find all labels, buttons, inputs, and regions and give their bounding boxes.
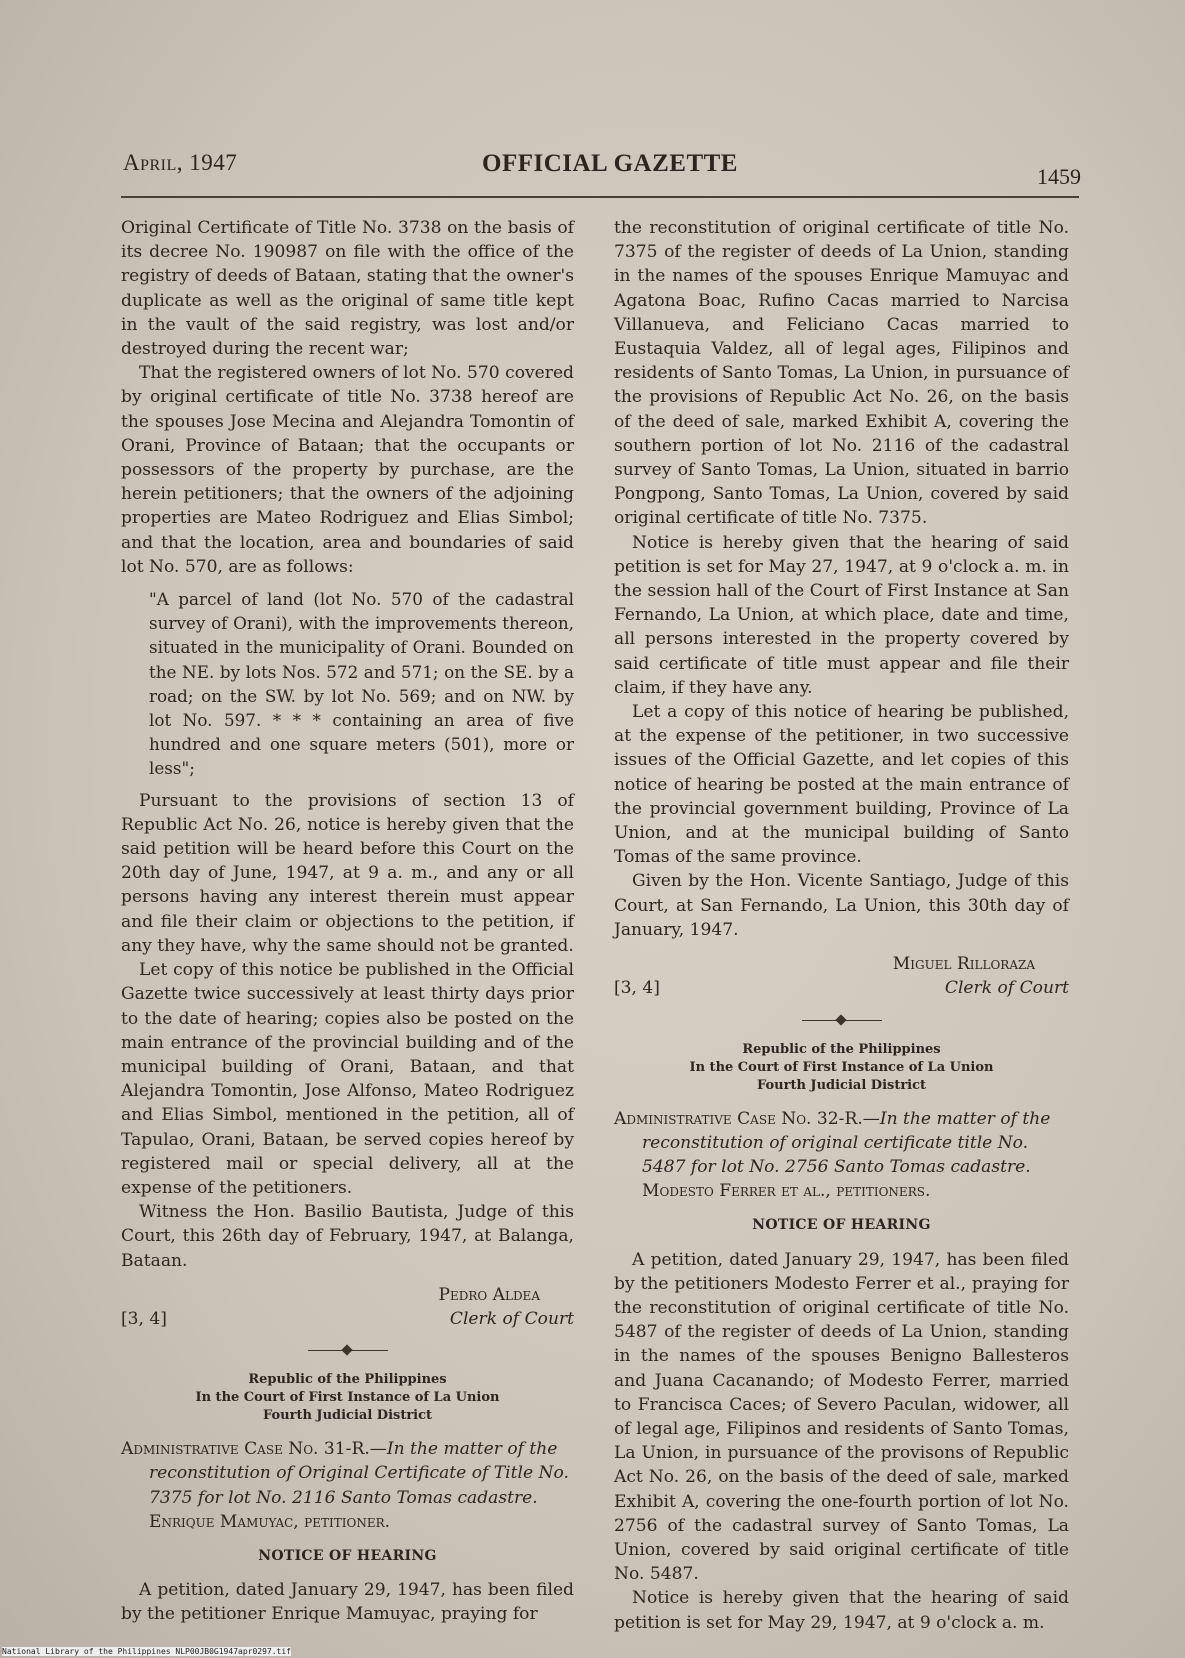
land-description-quote: "A parcel of land (lot No. 570 of the cadastral survey of Orani), with the improvements thereon, situated in the municipality of Orani. Bounded on the NE. by lots Nos. 572 and 571; on the SE. by a road; on the SW. by lot No. 569; and on NW. by lot No. 597. * * * containing an area of five hundred and one square meters (501), more or less";	[149, 589, 574, 779]
paragraph: Pursuant to the provisions of section 13 of Republic Act No. 26, notice is hereby given that the said petition will be heard before this Court on the 20th day of June, 1947, at 9 a. m., and any or all persons having any interest therein must appear and file their claim or objections to the petition, if any they have, why the same should not be granted.	[121, 790, 574, 956]
paragraph: Original Certificate of Title No. 3738 on the basis of its decree No. 190987 on file with the office of the registry of deeds of Bataan, stating that the owner's duplicate as well as the original of same title kept in the vault of the said registry, was lost and/or destroyed during the recent war;	[121, 218, 574, 360]
left-column	[121, 216, 574, 1627]
right-column	[614, 216, 1069, 1635]
paragraph: Let copy of this notice be published in the Official Gazette twice successively at least thirty days prior to the date of hearing; copies also be posted on the main entrance of the provincial building and of the municipal building of Orani, Bataan, and that Alejandra Tomontin, Jose Alfonso, Mateo Rodriguez and Elias Simbol, mentioned in the petition, all of Tapulao, Orani, Bataan, be served copies hereof by registered mail or special delivery, all at the expense of the petitioners.	[121, 960, 574, 1198]
paragraph: Given by the Hon. Vicente Santiago, Judge of this Court, at San Fernando, La Union, this 30th day of January, 1947.	[614, 871, 1069, 940]
case-petitioner: Modesto Ferrer et al., petitioners.	[642, 1181, 931, 1202]
publication-title: OFFICIAL GAZETTE	[482, 150, 738, 177]
header-rule	[121, 196, 1079, 198]
court-line: Fourth Judicial District	[262, 1408, 433, 1424]
signatory-title: Clerk of Court	[944, 978, 1069, 999]
case-number: Administrative Case No. 31-R.	[121, 1439, 370, 1460]
notice-heading: NOTICE OF HEARING	[258, 1547, 437, 1564]
case-number: Administrative Case No. 32-R.	[614, 1108, 863, 1129]
court-line: In the Court of First Instance of La Union	[195, 1390, 500, 1406]
scan-footer: National Library of the Philippines NLP00JB0G1947apr0297.tif	[2, 1647, 291, 1656]
case-caption	[614, 1107, 1069, 1204]
court-line: Republic of the Philippines	[742, 1041, 941, 1057]
court-line: In the Court of First Instance of La Union	[689, 1059, 994, 1075]
signature-line	[614, 976, 1069, 1000]
section-divider	[802, 1015, 882, 1025]
paragraph: Witness the Hon. Basilio Bautista, Judge of this Court, this 26th day of February, 1947, at Balanga, Bataan.	[121, 1202, 574, 1271]
court-line: Fourth Judicial District	[756, 1077, 927, 1093]
paragraph: A petition, dated January 29, 1947, has been filed by the petitioners Modesto Ferrer et al., praying for the reconstitution of original certificate of title No. 5487 of the register of deeds of La Union, standing in the names of the spouses Benigno Ballesteros and Juana Cacanando; of Modesto Ferrer, married to Francisca Caces; of Severo Paculan, widower, all of legal age, Filipinos and residents of Santo Tomas, La Union, in pursuance of the provisons of Republic Act No. 26, on the basis of the deed of sale, marked Exhibit A, covering the one-fourth portion of lot No. 2756 of the cadastral survey of Santo Tomas, La Union, covered by said original certificate of title No. 5487.	[614, 1249, 1069, 1585]
paragraph: the reconstitution of original certificate of title No. 7375 of the register of deeds of La Union, standing in the names of the spouses Enrique Mamuyac and Agatona Boac, Rufino Cacas married to Narcisa Villanueva, and Feliciano Cacas married to Eustaquia Valdez, all of legal ages, Filipinos and residents of Santo Tomas, La Union, in pursuance of the provisions of Republic Act No. 26, on the basis of the deed of sale, marked Exhibit A, covering the southern portion of lot No. 2116 of the cadastral survey of Santo Tomas, La Union, situated in barrio Pongpong, Santo Tomas, La Union, covered by said original certificate of title No. 7375.	[614, 218, 1069, 529]
signatory-name: Pedro Aldea	[438, 1284, 540, 1305]
paragraph: Let a copy of this notice of hearing be published, at the expense of the petitioner, in two successive issues of the Official Gazette, and let copies of this notice of hearing be posted at the main entrance of the provincial government building, Province of La Union, and at the municipal building of Santo Tomas of the same province.	[614, 702, 1069, 868]
page-number: 1459	[1037, 164, 1081, 189]
paragraph: That the registered owners of lot No. 570 covered by original certificate of title No. 3738 hereof are the spouses Jose Mecina and Alejandra Tomontin of Orani, Province of Bataan; that the occupants or possessors of the property by purchase, are the herein petitioners; that the owners of the adjoining properties are Mateo Rodriguez and Elias Simbol; and that the location, area and boundaries of said lot No. 570, are as follows:	[121, 363, 574, 577]
court-heading	[121, 1371, 574, 1425]
paragraph: Notice is hereby given that the hearing of said petition is set for May 29, 1947, at 9 o'clock a. m.	[614, 1588, 1069, 1633]
paragraph: A petition, dated January 29, 1947, has been filed by the petitioner Enrique Mamuyac, praying for	[121, 1580, 574, 1625]
signature-line	[121, 1307, 574, 1331]
issue-date: April, 1947	[123, 150, 238, 175]
court-line: Republic of the Philippines	[248, 1372, 447, 1388]
case-description: —In the matter of the reconstitution of Original Certificate of Title No. 7375 for lot No. 2116 Santo Tomas cadastre.	[149, 1439, 569, 1508]
paragraph: Notice is hereby given that the hearing of said petition is set for May 27, 1947, at 9 o'clock a. m. in the session hall of the Court of First Instance at San Fernando, La Union, at which place, date and time, all persons interested in the property covered by said certificate of title must appear and file their claim, if they have any.	[614, 532, 1069, 698]
issue-numbers: [3, 4]	[614, 978, 660, 999]
court-heading	[614, 1041, 1069, 1095]
issue-numbers: [3, 4]	[121, 1308, 167, 1329]
signatory-name: Miguel Rilloraza	[892, 954, 1035, 975]
case-description: —In the matter of the reconstitution of original certificate title No. 5487 for lot No. 2756 Santo Tomas cadastre.	[642, 1108, 1051, 1177]
section-divider	[308, 1345, 388, 1355]
notice-heading: NOTICE OF HEARING	[752, 1217, 931, 1234]
case-caption	[121, 1437, 574, 1534]
signatory-title: Clerk of Court	[449, 1308, 574, 1329]
case-petitioner: Enrique Mamuyac, petitioner.	[149, 1511, 391, 1532]
